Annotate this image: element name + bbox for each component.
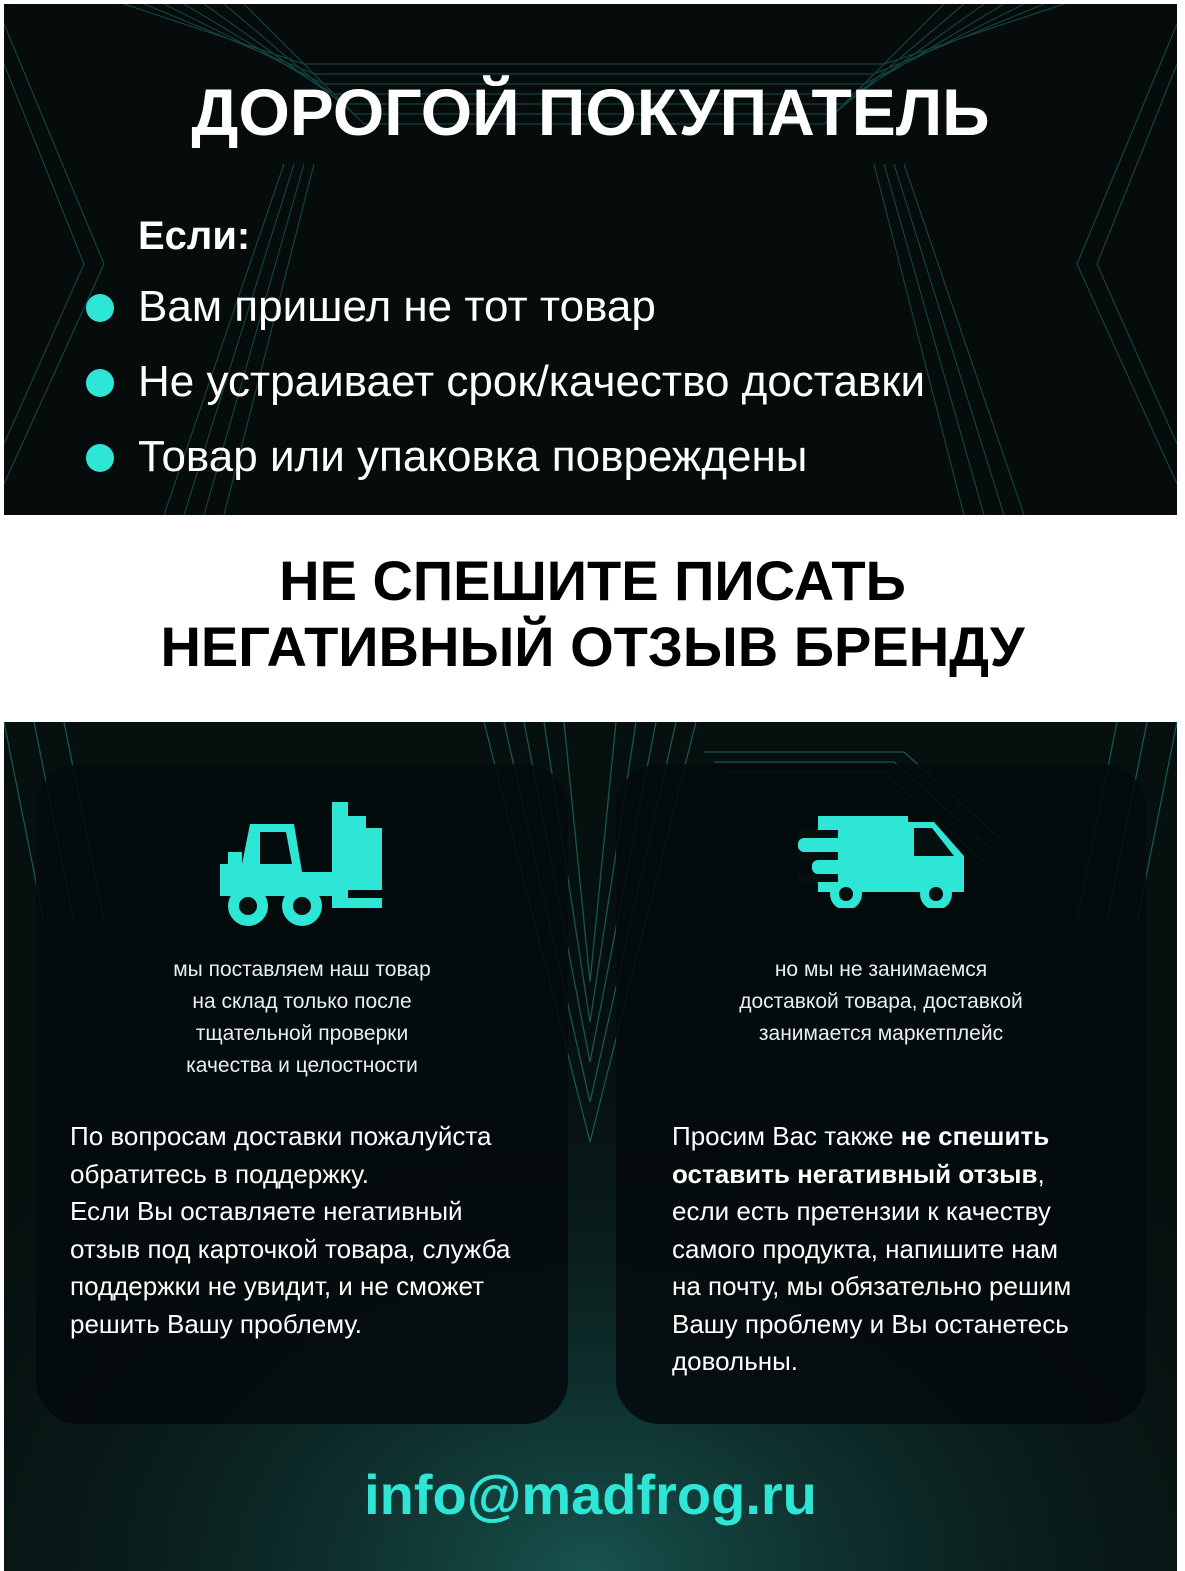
bullet-dot-icon [86,294,114,322]
bullet-dot-icon [86,444,114,472]
quality-info-card [36,764,568,1424]
delivery-info-card [616,764,1146,1424]
bullet-dot-icon [86,369,114,397]
if-label: Если: [138,214,251,258]
list-item: Вам пришел не тот товар [86,276,925,351]
quality-caption: мы поставляем наш товар на склад только после тщательной проверки качества и целостности [173,958,431,1077]
list-item: Товар или упаковка повреждены [86,426,925,501]
forklift-icon [220,802,384,930]
contact-email-link[interactable]: info@madfrog.ru [364,1463,817,1526]
page-title: ДОРОГОЙ ПОКУПАТЕЛЬ [191,75,990,149]
list-item: Не устраивает срок/качество доставки [86,351,925,426]
request-text: Просим Вас также не спешить оставить негативный отзыв, если есть претензии к качеству самого продукта, напишите нам на почту, мы обязательно решим Вашу проблему и Вы останетесь довольны. [672,1121,1072,1376]
main-headline [0,548,1185,680]
top-panel [4,4,1177,515]
headline-line-2: НЕГАТИВНЫЙ ОТЗЫВ БРЕНДУ [160,615,1025,678]
headline-line-1: НЕ СПЕШИТЕ ПИСАТЬ [279,549,906,612]
support-text: По вопросам доставки пожалуйста обратитесь в поддержку. Если Вы оставляете негативный отзыв под карточкой товара, служба поддержки не увидит, и не сможет решить Вашу проблему. [70,1121,511,1339]
delivery-caption: но мы не занимаемся доставкой товара, доставкой занимается маркетплейс [739,958,1023,1045]
delivery-truck-icon [798,816,964,908]
conditions-list [86,276,925,501]
bottom-panel [4,722,1177,1571]
